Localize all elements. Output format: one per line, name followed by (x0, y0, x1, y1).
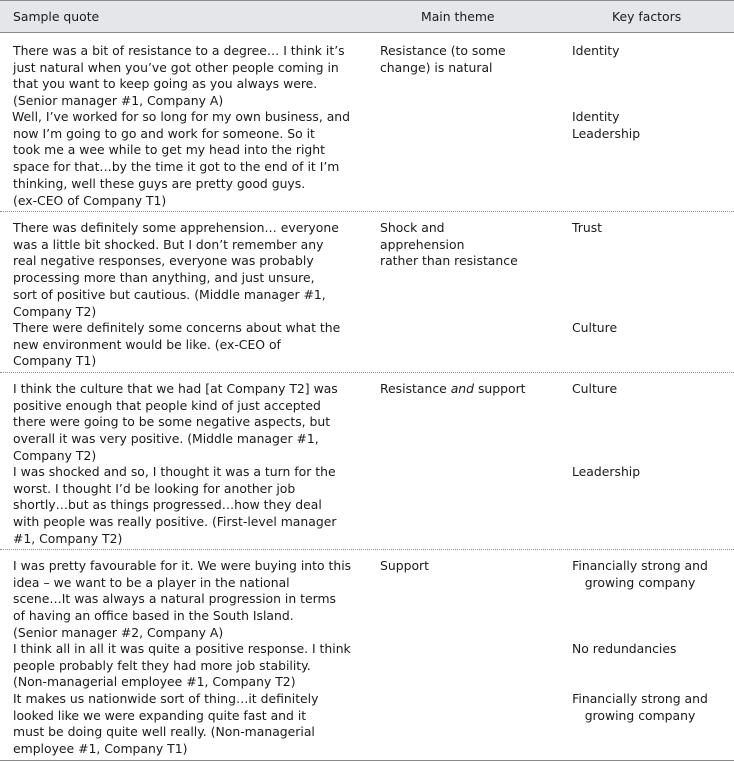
header-main-theme: Main theme (421, 9, 495, 24)
key-factor-cell: Leadership (572, 464, 641, 479)
key-factor-cell: Trust (572, 220, 603, 235)
theme-prefix: Resistance (380, 381, 451, 396)
quote-cell: There were definitely some concerns about what the new environment would be like. (ex-CEO of Company T1) (13, 320, 341, 369)
header-sample-quote: Sample quote (13, 9, 100, 24)
quote-cell: Well, I’ve worked for so long for my own business, and now I’m going to go and work for someone. So it took me a wee while to get my head into the right space for that…by the time it got to the end of it I’m thinking, well these guys are pretty good guys. (ex-CEO of Company T1) (12, 109, 351, 208)
theme-emphasis: and (450, 381, 475, 396)
theme-cell (380, 381, 530, 398)
key-factor-cell: Culture (572, 381, 618, 396)
quote-cell: There was definitely some apprehension… everyone was a little bit shocked. But I don’t remember any real negative responses, everyone was probably processing more than anything, and just unsure, sort of positive but cautious. (Middle manager #1, Company T2) (13, 220, 339, 319)
key-factor-cell: Culture (572, 320, 618, 335)
key-factor-cell: Identity (572, 43, 620, 58)
key-factor-cell: Identity Leadership (572, 109, 641, 141)
quote-cell: I was pretty favourable for it. We were buying into this idea – we want to be a player in the national scene…It was always a natural progression in terms of having an office based in the South Island. (Senior manager #2, Company A) (13, 558, 352, 640)
group-divider (0, 549, 734, 550)
theme-suffix: support (474, 381, 526, 396)
table-header (0, 0, 734, 33)
key-factor-cell: No redundancies (572, 641, 677, 656)
header-key-factors: Key factors (612, 9, 682, 24)
quote-cell: I think the culture that we had [at Company T2] was positive enough that people kind of just accepted there were going to be some negative aspects, but overall it was very positive. (Middle manager #1, Company T2) (13, 381, 338, 463)
quote-cell: There was a bit of resistance to a degree… I think it’s just natural when you’ve got other people coming in that you want to keep going as you always were. (Senior manager #1, Company A) (13, 43, 345, 109)
table-bottom-rule (0, 760, 734, 761)
quote-cell: I was shocked and so, I thought it was a turn for the worst. I thought I’d be looking for another job shortly…but as things progressed…how they deal with people was really positive. (First-level manager #1, Company T2) (13, 464, 337, 546)
theme-cell: Shock and apprehension rather than resistance (380, 220, 518, 269)
group-divider (0, 211, 734, 212)
key-factor-cell: Financially strong and growing company (572, 691, 708, 723)
group-divider (0, 372, 734, 373)
quote-cell: I think all in all it was quite a positive response. I think people probably felt they had more job stability. (Non-managerial employee #1, Company T2) (13, 641, 351, 690)
quote-cell: It makes us nationwide sort of thing…it definitely looked like we were expanding quite fast and it must be doing quite well really. (Non-managerial employee #1, Company T1) (13, 691, 319, 757)
key-factor-cell: Financially strong and growing company (572, 558, 708, 590)
theme-cell: Support (380, 558, 429, 573)
theme-cell: Resistance (to some change) is natural (380, 43, 506, 75)
